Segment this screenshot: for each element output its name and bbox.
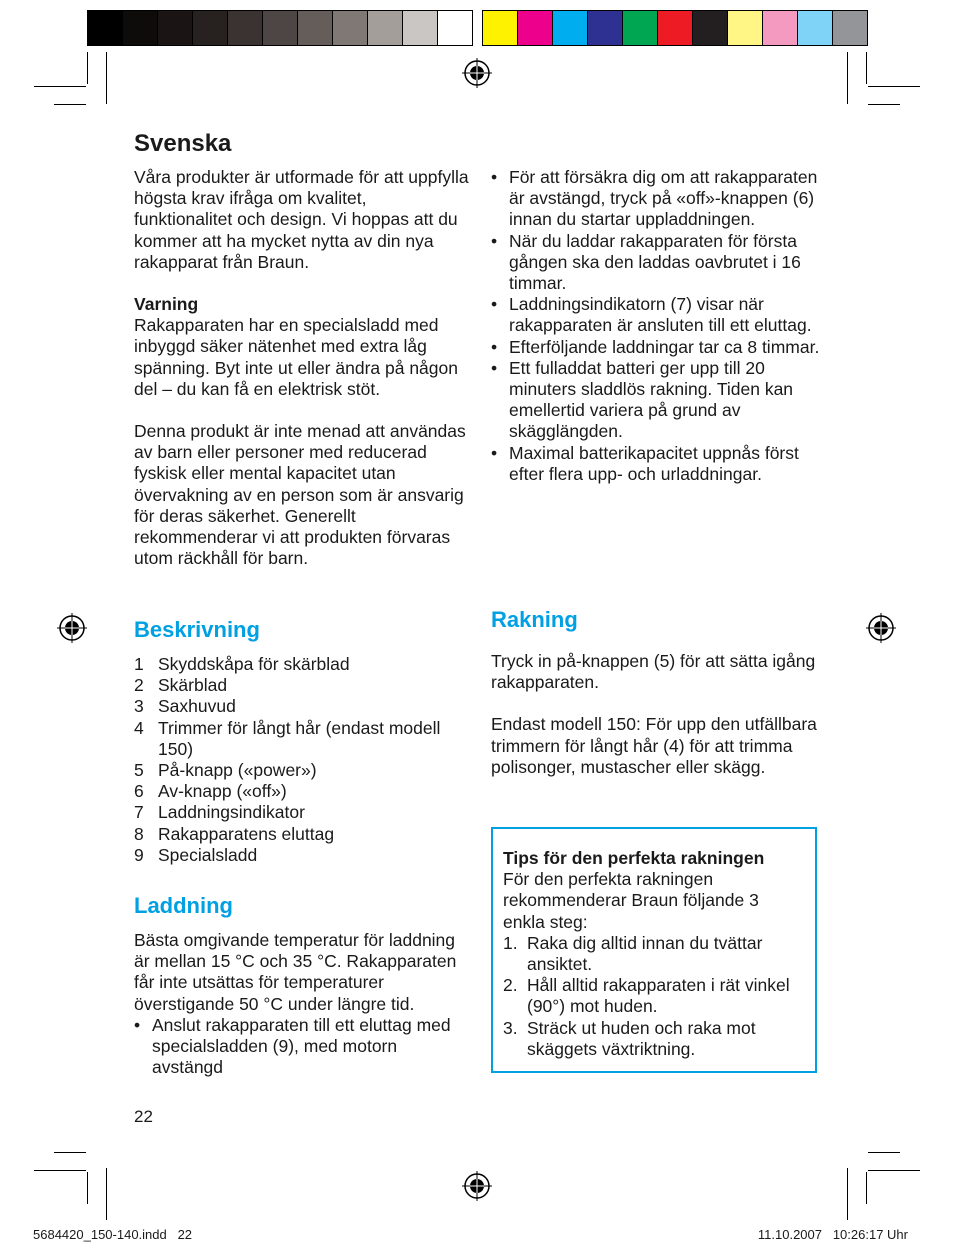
color-swatch <box>658 10 693 46</box>
registration-mark-icon <box>462 58 492 88</box>
crop-mark <box>847 1168 848 1220</box>
charging-bullet-text: Efterföljande laddningar tar ca 8 timmar. <box>509 336 820 357</box>
description-item <box>134 696 469 717</box>
description-item-text: Saxhuvud <box>158 696 236 717</box>
crop-mark <box>847 52 848 104</box>
charging-bullet-text: När du laddar rakapparaten för första gången ska den laddas oavbrutet i 16 timmar. <box>509 230 801 294</box>
gray-swatch <box>263 10 298 46</box>
charging-intro: Bästa omgivande temperatur för laddning är mellan 15 °C och 35 °C. Rakapparaten får inte utsättas för temperaturer överstigande 50 °C under längre tid. <box>134 930 457 1014</box>
description-item-text: Skärblad <box>158 675 228 696</box>
gray-swatch <box>193 10 228 46</box>
charging-bullet <box>491 231 824 295</box>
tips-item-number: 3. <box>503 1017 518 1038</box>
description-item <box>134 802 469 823</box>
gray-swatch <box>158 10 193 46</box>
crop-mark <box>54 104 86 105</box>
bullet-icon: • <box>491 294 498 315</box>
registration-mark-icon <box>57 613 87 643</box>
crop-mark <box>868 86 920 87</box>
charging-bullet-text: Anslut rakapparaten till ett eluttag med specialsladden (9), med motorn avstängd <box>152 1014 451 1078</box>
shaving-p2: Endast modell 150: För upp den utfällbara trimmern för långt hår (4) för att trimma polisonger, mustascher eller skägg. <box>491 714 817 777</box>
color-swatch <box>693 10 728 46</box>
tips-item <box>503 975 803 1017</box>
intro-paragraph <box>134 167 469 273</box>
crop-mark <box>868 104 900 105</box>
description-item-text: Av-knapp («off») <box>158 781 287 802</box>
tips-item-number: 2. <box>503 975 518 996</box>
warning-text-children: Denna produkt är inte menad att användas av barn eller personer med reducerad fyskisk eller mental kapacitet utan övervakning av en person som är ansvarig för deras säkerhet. Generellt rekommenderar vi att produkten förvaras utom räckhåll för barn. <box>134 421 466 569</box>
description-item-number: 8 <box>134 823 144 844</box>
description-item-number: 6 <box>134 781 144 802</box>
gray-swatch <box>87 10 123 46</box>
color-swatch <box>518 10 553 46</box>
gray-swatch <box>368 10 403 46</box>
charging-bullet <box>491 358 824 443</box>
tips-item <box>503 1018 803 1060</box>
crop-mark <box>866 1172 867 1204</box>
shaving-heading: Rakning <box>491 607 578 632</box>
color-swatch <box>763 10 798 46</box>
charging-section-left <box>134 930 469 1078</box>
registration-mark-icon <box>462 1171 492 1201</box>
charging-bullet <box>134 1015 469 1079</box>
tips-item-text: Håll alltid rakapparaten i rät vinkel (90°) mot huden. <box>527 975 790 1017</box>
footer-timestamp: 11.10.2007 10:26:17 Uhr <box>757 1227 908 1242</box>
tips-intro: För den perfekta rakningen rekommenderar Braun följande 3 enkla steg: <box>503 869 759 932</box>
description-item-text: Trimmer för långt hår (endast modell 150) <box>158 717 441 759</box>
bullet-icon: • <box>491 230 498 251</box>
color-swatch <box>798 10 833 46</box>
description-item <box>134 718 469 760</box>
color-swatch <box>728 10 763 46</box>
intro-text: Våra produkter är utformade för att uppfylla högsta krav ifråga om kvalitet, funktionalitet och design. Vi hoppas att du kommer att ha mycket nytta av din nya rakapparat från Braun. <box>134 167 469 272</box>
page-title: Svenska <box>134 130 232 157</box>
description-item <box>134 781 469 802</box>
tips-item-number: 1. <box>503 932 518 953</box>
description-item-text: Skyddskåpa för skärblad <box>158 654 350 674</box>
bullet-icon: • <box>491 167 498 187</box>
description-item-text: Laddningsindikator <box>158 802 305 823</box>
description-item-number: 2 <box>134 675 144 696</box>
description-item <box>134 654 469 675</box>
charging-bullet-text: För att försäkra dig om att rakapparaten är avstängd, tryck på «off»-knappen (6) innan du startar uppladdningen. <box>509 167 818 230</box>
gray-swatch <box>298 10 333 46</box>
charging-bullet <box>491 294 824 336</box>
description-item-number: 1 <box>134 654 144 674</box>
color-swatch <box>482 10 518 46</box>
crop-mark <box>866 52 867 84</box>
charging-bullet-text: Ett fulladdat batteri ger upp till 20 minuters sladdlös rakning. Tiden kan emellertid variera på grund av skägglängden. <box>509 357 794 442</box>
crop-mark <box>54 1152 86 1153</box>
description-item-text: Specialsladd <box>158 844 258 865</box>
description-item <box>134 760 469 781</box>
color-swatch <box>553 10 588 46</box>
crop-mark <box>34 1170 86 1171</box>
description-item-number: 5 <box>134 760 144 781</box>
description-item-number: 4 <box>134 717 144 738</box>
color-swatch <box>833 10 868 46</box>
gray-swatch <box>333 10 368 46</box>
shaving-section <box>491 651 824 778</box>
crop-mark <box>868 1152 900 1153</box>
charging-bullet <box>491 337 824 358</box>
bullet-icon: • <box>491 336 498 357</box>
charging-bullet <box>491 443 824 485</box>
description-item <box>134 675 469 696</box>
shaving-p1: Tryck in på-knappen (5) för att sätta igång rakapparaten. <box>491 651 816 693</box>
page-number: 22 <box>134 1107 153 1126</box>
charging-bullet <box>491 167 824 231</box>
bullet-icon: • <box>491 357 498 378</box>
charging-section-right <box>491 167 824 485</box>
tips-item <box>503 933 803 975</box>
crop-mark <box>868 1170 920 1171</box>
crop-mark <box>87 52 88 84</box>
gray-swatch <box>228 10 263 46</box>
crop-mark <box>87 1172 88 1204</box>
tips-heading: Tips för den perfekta rakningen <box>503 848 765 868</box>
description-item-number: 3 <box>134 696 144 717</box>
color-swatch <box>588 10 623 46</box>
description-item <box>134 845 469 866</box>
color-swatch <box>623 10 658 46</box>
description-item-number: 7 <box>134 802 144 823</box>
description-item-number: 9 <box>134 844 144 865</box>
crop-mark <box>106 1168 107 1220</box>
gray-swatch <box>438 10 473 46</box>
description-item <box>134 824 469 845</box>
gray-scale-bar <box>87 10 473 46</box>
description-list <box>134 654 469 866</box>
charging-bullet-text: Laddningsindikatorn (7) visar när rakapparaten är ansluten till ett eluttag. <box>509 294 812 336</box>
warning-section <box>134 294 469 569</box>
bullet-icon: • <box>491 442 498 463</box>
color-scale-bar <box>482 10 868 46</box>
warning-heading: Varning <box>134 294 199 314</box>
gray-swatch <box>403 10 438 46</box>
footer-file-info: 5684420_150-140.indd 22 <box>33 1227 193 1242</box>
tips-item-text: Sträck ut huden och raka mot skäggets växtriktning. <box>527 1017 756 1059</box>
crop-mark <box>106 52 107 104</box>
charging-heading: Laddning <box>134 893 233 918</box>
description-item-text: På-knapp («power») <box>158 760 317 781</box>
gray-swatch <box>123 10 158 46</box>
bullet-icon: • <box>134 1014 141 1035</box>
charging-bullet-text: Maximal batterikapacitet uppnås först efter flera upp- och urladdningar. <box>509 442 799 484</box>
tips-box <box>491 827 817 1073</box>
crop-mark <box>34 86 86 87</box>
description-item-text: Rakapparatens eluttag <box>158 823 335 844</box>
registration-mark-icon <box>866 613 896 643</box>
tips-item-text: Raka dig alltid innan du tvättar ansiktet. <box>527 932 763 975</box>
warning-text: Rakapparaten har en specialsladd med inbyggd säker nätenhet med extra låg spänning. Byt inte ut eller ändra på någon del – du kan få en elektrisk stöt. <box>134 315 458 399</box>
description-heading: Beskrivning <box>134 617 260 642</box>
